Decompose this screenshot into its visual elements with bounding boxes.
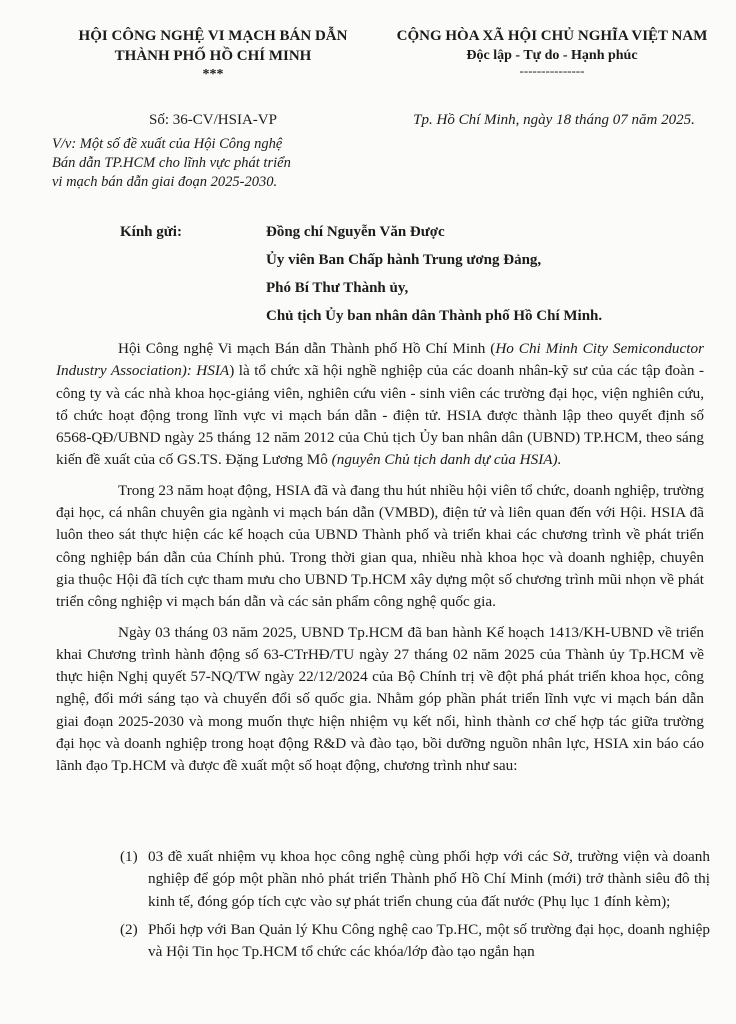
- list-item-text: Phối hợp với Ban Quản lý Khu Công nghệ cao Tp.HC, một số trường đại học, doanh nghiệp và Hội Tin học Tp.HCM tổ chức các khóa/lớp đào tạo ngắn hạn: [148, 920, 710, 961]
- org-name-line1: HỘI CÔNG NGHỆ VI MẠCH BÁN DẪN: [78, 28, 348, 44]
- subject-block: [52, 135, 352, 192]
- paragraph-1-part-b: Ho Chi Minh City Semiconductor Industry Association): HSIA: [56, 340, 704, 380]
- subject-line2: Bán dẫn TP.HCM cho lĩnh vực phát triển: [52, 155, 291, 171]
- list-item-number: (2): [120, 920, 138, 938]
- paragraph-1-part-c: ) là tổ chức xã hội nghề nghiệp của các doanh nhân-kỹ sư của các tập đoàn - công ty và các nhà khoa học-giảng viên, nghiên cứu viên - sinh viên các trường đại học, viện nghiên cứu, tổ chức hoạt động trong lĩnh vực vi mạch bán dẫn - điện tử. HSIA được thành lập theo quyết định số 6568-QĐ/UBND ngày 25 tháng 12 năm 2012 của Chủ tịch Ủy ban nhân dân (UBND) TP.HCM, theo sáng kiến đề xuất của cố GS.TS. Đặng Lương Mô: [56, 362, 705, 469]
- country-name: CỘNG HÒA XÃ HỘI CHỦ NGHĨA VIỆT NAM: [396, 28, 708, 44]
- document-number: Số: 36-CV/HSIA-VP: [149, 112, 277, 128]
- addressee-line: Phó Bí Thư Thành ủy,: [266, 280, 409, 296]
- list-item: [120, 846, 710, 913]
- list-item-text: 03 đề xuất nhiệm vụ khoa học công nghệ cùng phối hợp với các Sở, trường viện và doanh nghiệp để góp một phần nhỏ phát triển Thành phố Hồ Chí Minh (mới) trở thành siêu đô thị kinh tế, đóng góp tích cực vào sự phát triển chung của đất nước (Phụ lục 1 đính kèm);: [148, 848, 710, 910]
- national-header: [384, 26, 720, 76]
- paragraph-1-part-a: Hội Công nghệ Vi mạch Bán dẫn Thành phố Hồ Chí Minh (: [118, 340, 496, 357]
- letter-body: [56, 338, 704, 786]
- proposal-list: [120, 846, 710, 969]
- list-item: [120, 919, 710, 964]
- paragraph-1-part-d: (nguyên Chủ tịch danh dự của HSIA).: [331, 451, 562, 469]
- national-motto: Độc lập - Tự do - Hạnh phúc: [466, 48, 638, 63]
- addressee-lines: [266, 218, 726, 330]
- paragraph-3: Ngày 03 tháng 03 năm 2025, UBND Tp.HCM đã ban hành Kế hoạch 1413/KH-UBND về triển khai Chương trình hành động số 63-CTrHĐ/TU ngày 27 tháng 02 năm 2025 của Thành ủy Tp.HCM về thực hiện Nghị quyết 57-NQ/TW ngày 22/12/2024 của Bộ Chính trị về đột phá phát triển khoa học, công nghệ, đổi mới sáng tạo và chuyển đổi số quốc gia. Nhằm góp phần phát triển lĩnh vực vi mạch bán dẫn giai đoạn 2025-2030 và mong muốn thực hiện nhiệm vụ kết nối, hình thành cơ chế hợp tác giữa trường đại học và doanh nghiệp trong hoạt động R&D và đào tạo, bồi dưỡng nguồn nhân lực, HSIA xin báo cáo lãnh đạo Tp.HCM và được đề xuất một số hoạt động, chương trình như sau:: [56, 623, 704, 775]
- paragraph-1: [56, 338, 704, 472]
- paragraph-2: Trong 23 năm hoạt động, HSIA đã và đang thu hút nhiều hội viên tổ chức, doanh nghiệp, trường đại học, cá nhân chuyên gia ngành vi mạch bán dẫn (VMBD), điện tử và liên quan đến với Hội. HSIA đã luôn theo sát thực hiện các kế hoạch của UBND Thành phố và triển khai các chương trình về phát triển công nghiệp bán dẫn của Chính phủ. Trong thời gian qua, nhiều nhà khoa học và doanh nghiệp, chuyên gia thuộc Hội đã tích cực tham mưu cho UBND Tp.HCM xây dựng một số chương trình mũi nhọn về phát triển công nghiệp vi mạch bán dẫn và các sản phẩm công nghệ quốc gia.: [56, 481, 704, 611]
- list-item-number: (1): [120, 848, 138, 865]
- addressee-line: Đồng chí Nguyễn Văn Được: [266, 224, 445, 240]
- addressee-label: Kính gửi:: [120, 224, 182, 240]
- subject-line1: V/v: Một số đề xuất của Hội Công nghệ: [52, 136, 283, 152]
- subject-line3: vi mạch bán dẫn giai đoạn 2025-2030.: [52, 174, 278, 190]
- place-and-date: Tp. Hồ Chí Minh, ngày 18 tháng 07 năm 2025.: [413, 112, 695, 128]
- motto-divider: ---------------: [519, 63, 585, 78]
- addressee-line: Chủ tịch Ủy ban nhân dân Thành phố Hồ Chí Minh.: [266, 308, 603, 324]
- header-stars: ***: [202, 67, 224, 82]
- organization-header: [54, 26, 372, 82]
- org-name-line2: THÀNH PHỐ HỒ CHÍ MINH: [114, 48, 312, 64]
- addressee-line: Ủy viên Ban Chấp hành Trung ương Đảng,: [266, 252, 542, 268]
